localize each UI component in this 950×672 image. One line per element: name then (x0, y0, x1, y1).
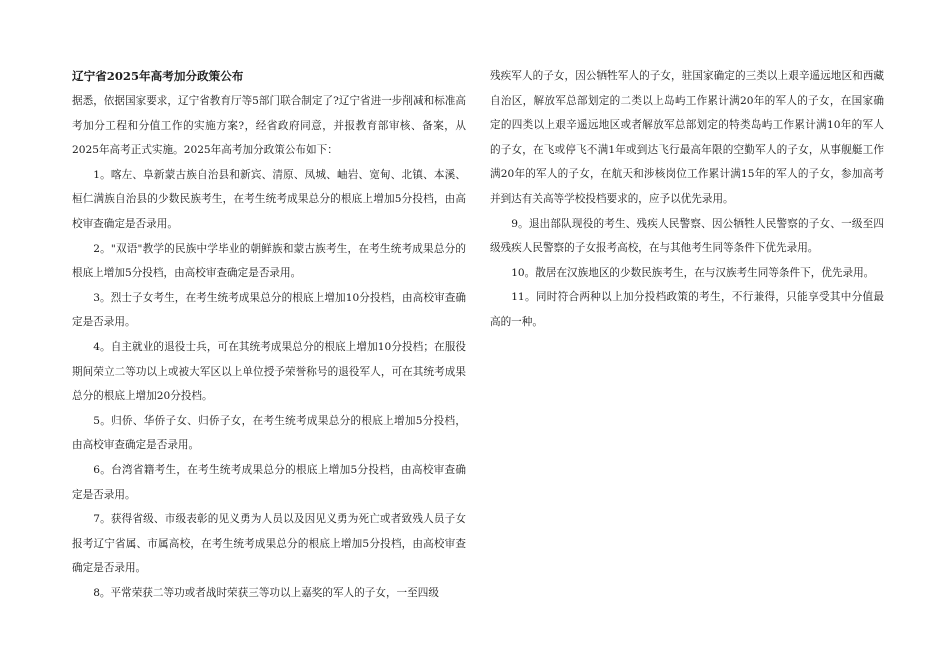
policy-item-11: 11。同时符合两种以上加分投档政策的考生，不行兼得，只能享受其中分值最高的一种。 (490, 291, 884, 328)
policy-item-7: 7。获得省级、市级表彰的见义勇为人员以及因见义勇为死亡或者致残人员子女报考辽宁省属、市属高校，在考生统考成果总分的根底上增加5分投档，由高校审查确定是否录用。 (72, 513, 466, 575)
policy-item-2: 2。"双语"教学的民族中学毕业的朝鲜族和蒙古族考生，在考生统考成果总分的根底上增加5分投档，由高校审查确定是否录用。 (72, 242, 466, 280)
policy-item-10: 10。散居在汉族地区的少数民族考生，在与汉族考生同等条件下，优先录用。 (511, 266, 875, 279)
policy-item-8-continued: 残疾军人的子女，因公牺牲军人的子女，驻国家确定的三类以上艰辛遥远地区和西藏自治区，解放军总部划定的二类以上岛屿工作累计满20年的军人的子女，在国家确定的四类以上艰辛遥远地区或者解放军总部划定的特类岛屿工作累计满10年的军人的子女，在飞或停飞不满1年或到达飞行最高年限的空勤军人的子女，从事舰艇工作满20年的军人的子女，在航天和涉核岗位工作累计满15年的军人的子女，参加高考并到达有关高等学校投档要求的，应予以优先录用。 (490, 70, 884, 205)
policy-item-8: 8。平常荣获二等功或者战时荣获三等功以上嘉奖的军人的子女，一至四级 (93, 586, 439, 599)
document-title: 辽宁省2025年高考加分政策公布 (72, 69, 244, 83)
policy-item-5: 5。归侨、华侨子女、归侨子女，在考生统考成果总分的根底上增加5分投档，由高校审查确定是否录用。 (72, 414, 466, 452)
policy-item-1: 1。喀左、阜新蒙古族自治县和新宾、清原、凤城、岫岩、宽甸、北镇、本溪、桓仁满族自治县的少数民族考生，在考生统考成果总分的根底上增加5分投档，由高校审查确定是否录用。 (72, 168, 466, 230)
policy-item-4: 4。自主就业的退役士兵，可在其统考成果总分的根底上增加10分投档；在服役期间荣立二等功以上或被大军区以上单位授予荣誉称号的退役军人，可在其统考成果总分的根底上增加20分投档。 (72, 340, 466, 403)
policy-item-3: 3。烈士子女考生，在考生统考成果总分的根底上增加10分投档，由高校审查确定是否录用。 (72, 291, 466, 329)
intro-paragraph: 据悉，依据国家要求，辽宁省教育厅等5部门联合制定了?辽宁省进一步削减和标准高考加分工程和分值工作的实施方案?，经省政府同意，并报教育部审核、备案，从2025年高考正式实施。2025年高考加分政策公布如下： (72, 95, 466, 157)
policy-item-6: 6。台湾省籍考生，在考生统考成果总分的根底上增加5分投档，由高校审查确定是否录用。 (72, 463, 466, 501)
policy-item-9: 9。退出部队现役的考生、残疾人民警察、因公牺牲人民警察的子女、一级至四级残疾人民警察的子女报考高校，在与其他考生同等条件下优先录用。 (490, 217, 884, 255)
left-column (72, 67, 466, 605)
right-column (490, 64, 884, 335)
